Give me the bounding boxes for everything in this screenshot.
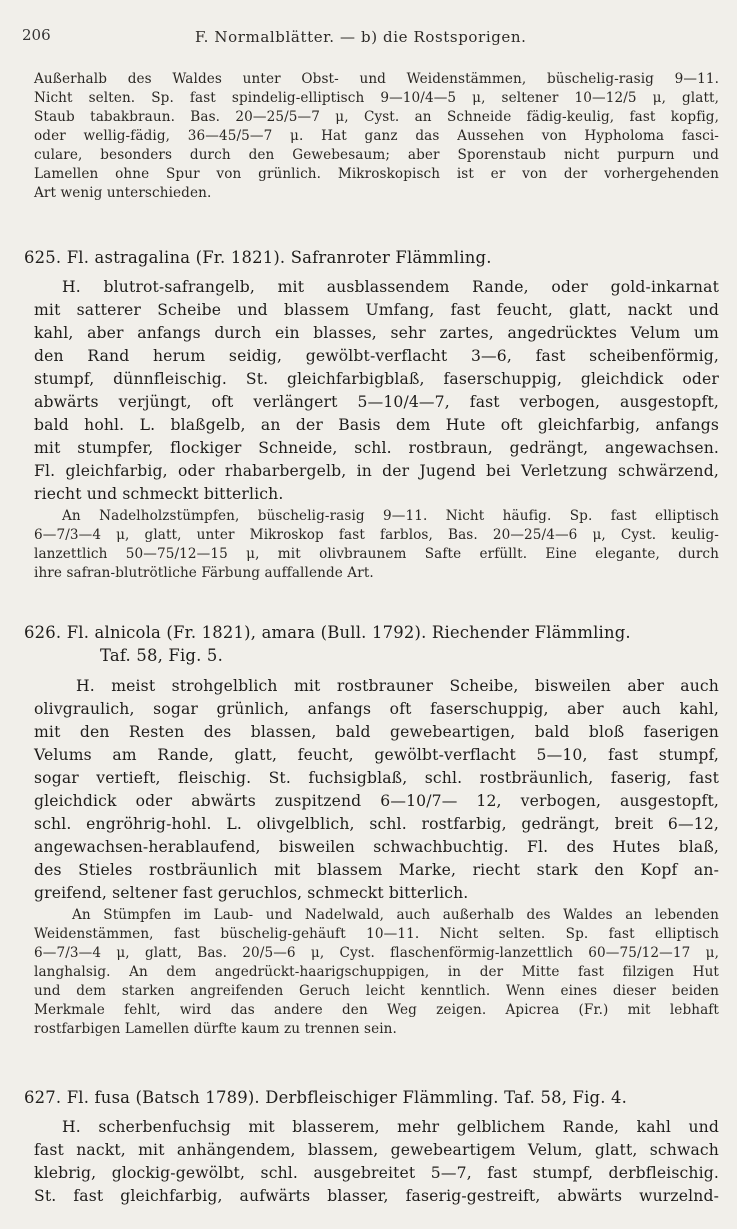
text-line: greifend, seltener fast geruchlos, schmeckt bitterlich. (34, 884, 469, 902)
text-line: H. blutrot-safrangelb, mit ausblassendem Rande, oder gold-inkarnat (62, 278, 719, 296)
entry-heading: 625. Fl. astragalina (Fr. 1821). Safranroter Flämmling. (24, 248, 492, 267)
text-line: Fl. gleichfarbig, oder rhabarbergelb, in der Jugend bei Verletzung schwärzend, (34, 462, 719, 480)
text-line: Nicht selten. Sp. fast spindelig-elliptisch 9—10/4—5 μ, seltener 10—12/5 μ, glatt, (34, 90, 719, 106)
text-line: gleichdick oder abwärts zuspitzend 6—10/7— 12, verbogen, ausgestopft, (34, 792, 719, 810)
text-line: mit stumpfer, flockiger Schneide, schl. rostbraun, gedrängt, angewachsen. (34, 439, 719, 457)
text-line: Staub tabakbraun. Bas. 20—25/5—7 μ, Cyst. an Schneide fädig-keulig, fast kopfig, (34, 109, 719, 125)
running-title: F. Normalblätter. — b) die Rostsporigen. (195, 28, 527, 46)
text-line: Lamellen ohne Spur von grünlich. Mikroskopisch ist er von der vorhergehenden (34, 166, 719, 182)
note-line: Merkmale fehlt, wird das andere den Weg zeigen. Apicrea (Fr.) mit lebhaft (34, 1002, 719, 1018)
text-line: kahl, aber anfangs durch ein blasses, sehr zartes, angedrücktes Velum um (34, 324, 719, 342)
text-line: St. fast gleichfarbig, aufwärts blasser, faserig-gestreift, abwärts wurzelnd- (34, 1187, 719, 1205)
text-line: schl. engröhrig-hohl. L. olivgelblich, schl. rostfarbig, gedrängt, breit 6—12, (34, 815, 719, 833)
text-line: bald hohl. L. blaßgelb, an der Basis dem Hute oft gleichfarbig, anfangs (34, 416, 719, 434)
text-line: riecht und schmeckt bitterlich. (34, 485, 284, 503)
text-line: Art wenig unterschieden. (34, 185, 212, 201)
text-line: fast nackt, mit anhängendem, blassem, gewebeartigem Velum, glatt, schwach (34, 1141, 719, 1159)
page-number: 206 (22, 26, 51, 44)
note-line: An Stümpfen im Laub- und Nadelwald, auch außerhalb des Waldes an lebenden (72, 907, 719, 923)
text-line: H. scherbenfuchsig mit blasserem, mehr gelblichem Rande, kahl und (62, 1118, 719, 1136)
note-line: ihre safran-blutrötliche Färbung auffallende Art. (34, 565, 374, 581)
text-line: H. meist strohgelblich mit rostbrauner Scheibe, bisweilen aber auch (76, 677, 719, 695)
text-line: des Stieles rostbräunlich mit blassem Marke, riecht stark den Kopf an- (34, 861, 719, 879)
text-line: angewachsen-herablaufend, bisweilen schwachbuchtig. Fl. des Hutes blaß, (34, 838, 719, 856)
text-line: Velums am Rande, glatt, feucht, gewölbt-verflacht 5—10, fast stumpf, (34, 746, 719, 764)
note-line: langhalsig. An dem angedrückt-haarigschuppigen, in der Mitte fast filzigen Hut (34, 964, 719, 980)
text-line: culare, besonders durch den Gewebesaum; aber Sporenstaub nicht purpurn und (34, 147, 719, 163)
text-line: den Rand herum seidig, gewölbt-verflacht 3—6, fast scheibenförmig, (34, 347, 719, 365)
note-line: Weidenstämmen, fast büschelig-gehäuft 10—11. Nicht selten. Sp. fast elliptisch (34, 926, 719, 942)
plate-reference: Taf. 58, Fig. 5. (100, 646, 223, 665)
entry-heading: 627. Fl. fusa (Batsch 1789). Derbfleischiger Flämmling. Taf. 58, Fig. 4. (24, 1088, 628, 1107)
note-line: und dem starken angreifenden Geruch leicht kenntlich. Wenn eines dieser beiden (34, 983, 719, 999)
note-line: An Nadelholzstümpfen, büschelig-rasig 9—11. Nicht häufig. Sp. fast elliptisch (62, 508, 719, 524)
text-line: Außerhalb des Waldes unter Obst- und Weidenstämmen, büschelig-rasig 9—11. (34, 71, 719, 87)
note-line: lanzettlich 50—75/12—15 μ, mit olivbraunem Safte erfüllt. Eine elegante, durch (34, 546, 719, 562)
text-line: mit satterer Scheibe und blassem Umfang, fast feucht, glatt, nackt und (34, 301, 719, 319)
text-line: oder wellig-fädig, 36—45/5—7 μ. Hat ganz das Aussehen von Hypholoma fasci- (34, 128, 719, 144)
text-line: stumpf, dünnfleischig. St. gleichfarbigblaß, faserschuppig, gleichdick oder (34, 370, 719, 388)
entry-heading: 626. Fl. alnicola (Fr. 1821), amara (Bull. 1792). Riechender Flämmling. (24, 623, 631, 642)
note-line: 6—7/3—4 μ, glatt, unter Mikroskop fast farblos, Bas. 20—25/4—6 μ, Cyst. keulig- (34, 527, 719, 543)
text-line: abwärts verjüngt, oft verlängert 5—10/4—7, fast verbogen, ausgestopft, (34, 393, 719, 411)
text-line: sogar vertieft, fleischig. St. fuchsigblaß, schl. rostbräunlich, faserig, fast (34, 769, 719, 787)
text-line: mit den Resten des blassen, bald gewebeartigen, bald bloß faserigen (34, 723, 719, 741)
text-line: klebrig, glockig-gewölbt, schl. ausgebreitet 5—7, fast stumpf, derbfleischig. (34, 1164, 719, 1182)
note-line: rostfarbigen Lamellen dürfte kaum zu trennen sein. (34, 1021, 397, 1037)
text-line: olivgraulich, sogar grünlich, anfangs oft faserschuppig, aber auch kahl, (34, 700, 719, 718)
note-line: 6—7/3—4 μ, glatt, Bas. 20/5—6 μ, Cyst. flaschenförmig-lanzettlich 60—75/12—17 μ, (34, 945, 719, 961)
